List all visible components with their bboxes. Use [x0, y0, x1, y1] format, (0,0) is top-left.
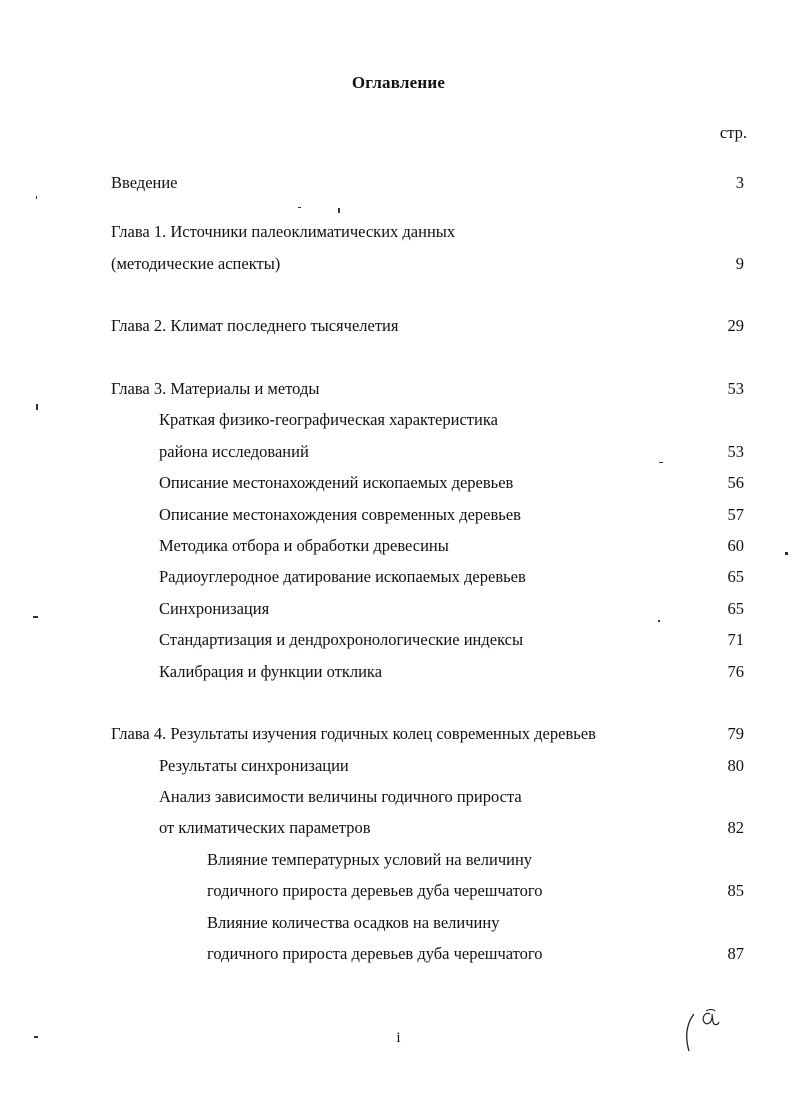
toc-entry: Введение [111, 173, 178, 192]
toc-page-number: 60 [727, 536, 744, 555]
scan-speck [658, 620, 660, 622]
toc-page-number: 57 [727, 505, 744, 524]
toc-entry: Глава 2. Климат последнего тысячелетия [111, 316, 399, 335]
document-title: Оглавление [351, 73, 446, 92]
toc-entry: Анализ зависимости величины годичного прироста [159, 787, 522, 806]
toc-entry: Глава 4. Результаты изучения годичных колец современных деревьев [111, 724, 596, 743]
toc-page-number: 29 [727, 316, 744, 335]
toc-page-number: 76 [727, 662, 744, 681]
scan-speck [34, 1036, 38, 1038]
scan-speck [33, 616, 38, 618]
scan-speck [785, 552, 788, 555]
toc-entry: (методические аспекты) [111, 254, 281, 273]
toc-page-number: 53 [727, 379, 744, 398]
handwritten-mark [680, 1008, 730, 1053]
toc-page-number: 53 [727, 442, 744, 461]
scan-speck [659, 462, 663, 463]
toc-entry: от климатических параметров [159, 818, 371, 837]
page-column-header: стр. [719, 123, 747, 142]
toc-entry: района исследований [159, 442, 309, 461]
scan-speck [338, 208, 340, 213]
toc-entry: Описание местонахождения современных деревьев [159, 505, 521, 524]
toc-page-number: 3 [735, 173, 744, 192]
toc-entry: Синхронизация [159, 599, 270, 618]
toc-page-number: 82 [727, 818, 744, 837]
toc-page-number: 65 [727, 567, 744, 586]
toc-entry: Калибрация и функции отклика [159, 662, 383, 681]
scan-speck [298, 207, 301, 208]
toc-entry: Результаты синхронизации [159, 756, 349, 775]
scan-speck [36, 196, 37, 199]
toc-page-number: 85 [727, 881, 744, 900]
toc-entry: годичного прироста деревьев дуба черешчатого [207, 881, 543, 900]
footer-page-number: i [396, 1030, 401, 1046]
toc-entry: Глава 3. Материалы и методы [111, 379, 320, 398]
toc-entry: Радиоуглеродное датирование ископаемых деревьев [159, 567, 526, 586]
toc-page-number: 71 [727, 630, 744, 649]
toc-entry: Описание местонахождений ископаемых деревьев [159, 473, 514, 492]
toc-page-number: 9 [735, 254, 744, 273]
toc-page-number: 65 [727, 599, 744, 618]
toc-page-number: 87 [727, 944, 744, 963]
toc-entry: Влияние количества осадков на величину [207, 913, 500, 932]
scan-speck [36, 404, 38, 410]
toc-entry: Глава 1. Источники палеоклиматических данных [111, 222, 456, 241]
toc-page-number: 79 [727, 724, 744, 743]
toc-entry: Влияние температурных условий на величину [207, 850, 533, 869]
toc-page-number: 56 [727, 473, 744, 492]
toc-entry: Стандартизация и дендрохронологические индексы [159, 630, 524, 649]
toc-entry: Методика отбора и обработки древесины [159, 536, 449, 555]
toc-page-number: 80 [727, 756, 744, 775]
toc-entry: годичного прироста деревьев дуба черешчатого [207, 944, 543, 963]
toc-entry: Краткая физико-географическая характеристика [159, 410, 498, 429]
